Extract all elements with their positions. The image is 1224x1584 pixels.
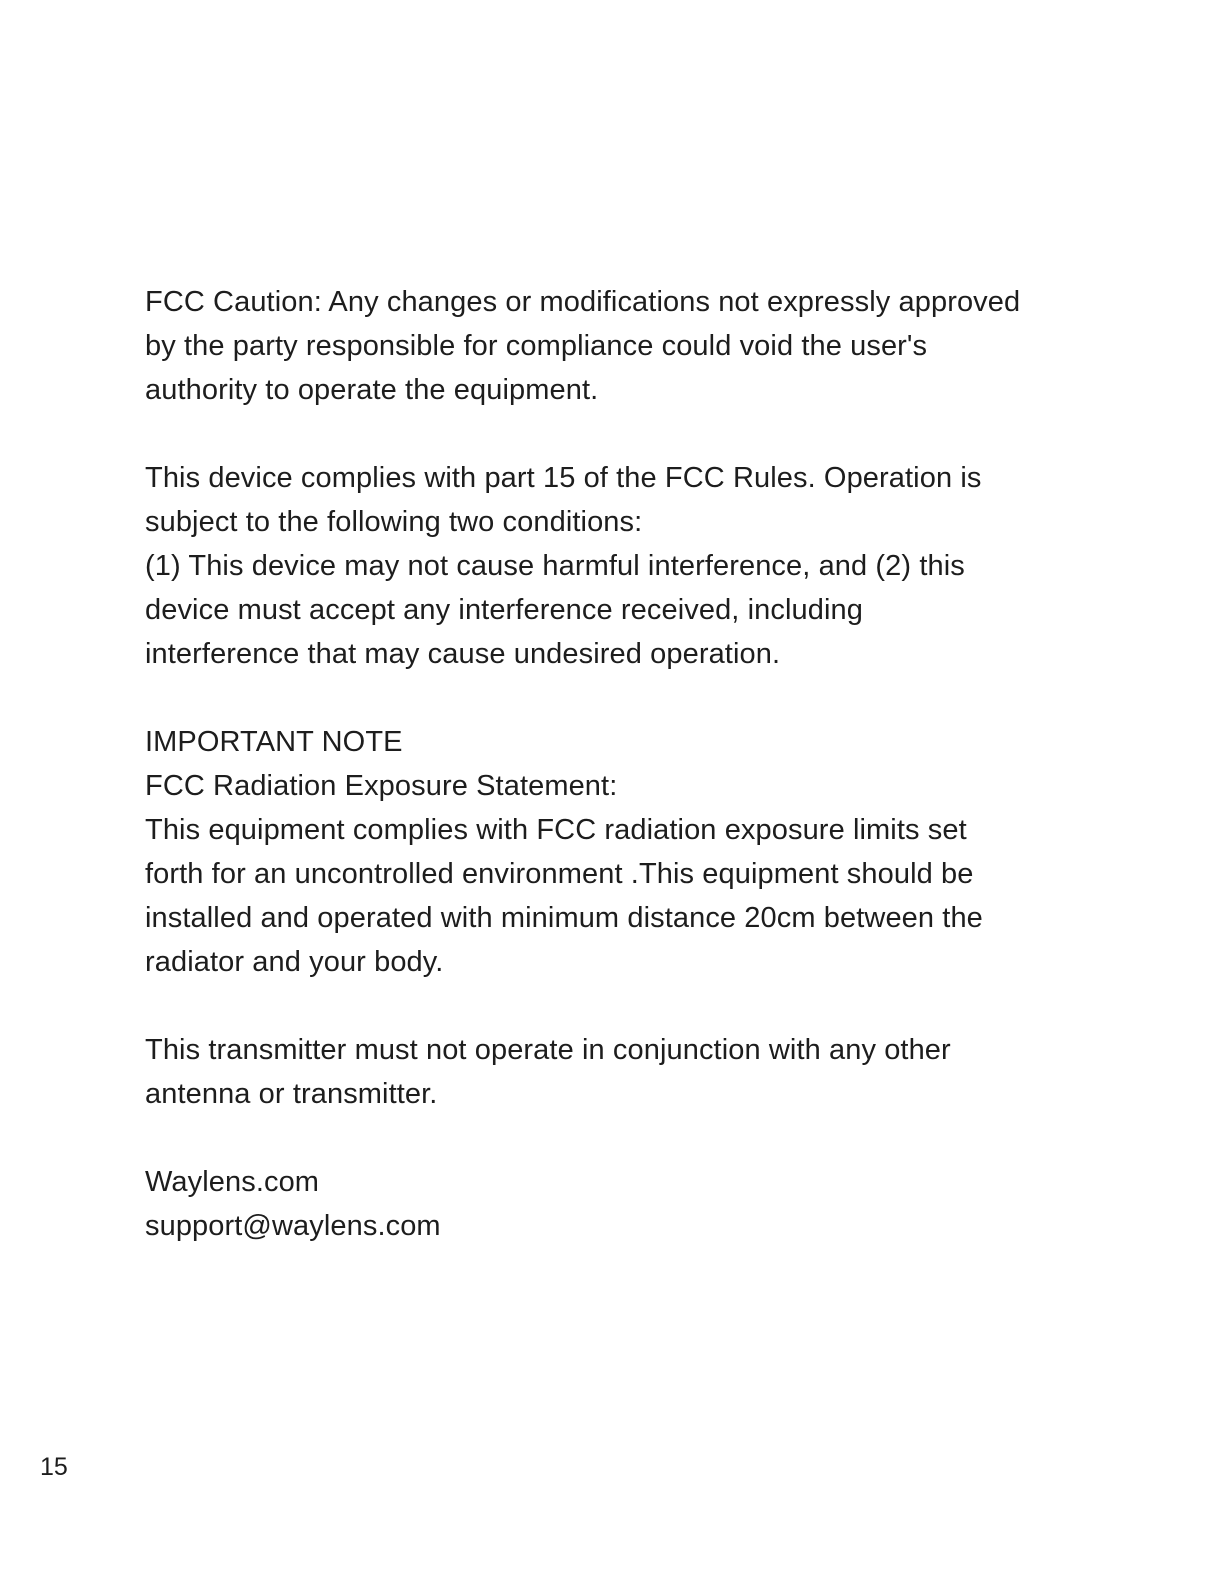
- text-line: authority to operate the equipment.: [145, 374, 599, 406]
- transmitter-paragraph: [145, 1028, 1145, 1116]
- text-line: antenna or transmitter.: [145, 1078, 438, 1110]
- text-line: interference that may cause undesired operation.: [145, 638, 781, 670]
- radiation-exposure-paragraph: [145, 720, 1145, 984]
- text-line: installed and operated with minimum distance 20cm between the: [145, 902, 983, 934]
- text-line: FCC Caution: Any changes or modifications not expressly approved: [145, 286, 1021, 318]
- text-line: device must accept any interference received, including: [145, 594, 863, 626]
- text-line: radiator and your body.: [145, 946, 444, 978]
- contact-paragraph: [145, 1160, 1145, 1248]
- document-body: [145, 280, 1145, 1292]
- text-line: This equipment complies with FCC radiation exposure limits set: [145, 814, 967, 846]
- fcc-caution-paragraph: [145, 280, 1145, 412]
- text-line: (1) This device may not cause harmful interference, and (2) this: [145, 550, 965, 582]
- radiation-statement-heading: FCC Radiation Exposure Statement:: [145, 770, 618, 802]
- text-line: This transmitter must not operate in conjunction with any other: [145, 1034, 951, 1066]
- text-line: forth for an uncontrolled environment .This equipment should be: [145, 858, 974, 890]
- text-line: subject to the following two conditions:: [145, 506, 643, 538]
- website-text: Waylens.com: [145, 1166, 320, 1198]
- important-note-heading: IMPORTANT NOTE: [145, 726, 403, 758]
- fcc-compliance-paragraph: [145, 456, 1145, 676]
- text-line: This device complies with part 15 of the FCC Rules. Operation is: [145, 462, 982, 494]
- text-line: by the party responsible for compliance could void the user's: [145, 330, 928, 362]
- page-number: 15: [40, 1453, 68, 1481]
- support-email-text: support@waylens.com: [145, 1210, 441, 1242]
